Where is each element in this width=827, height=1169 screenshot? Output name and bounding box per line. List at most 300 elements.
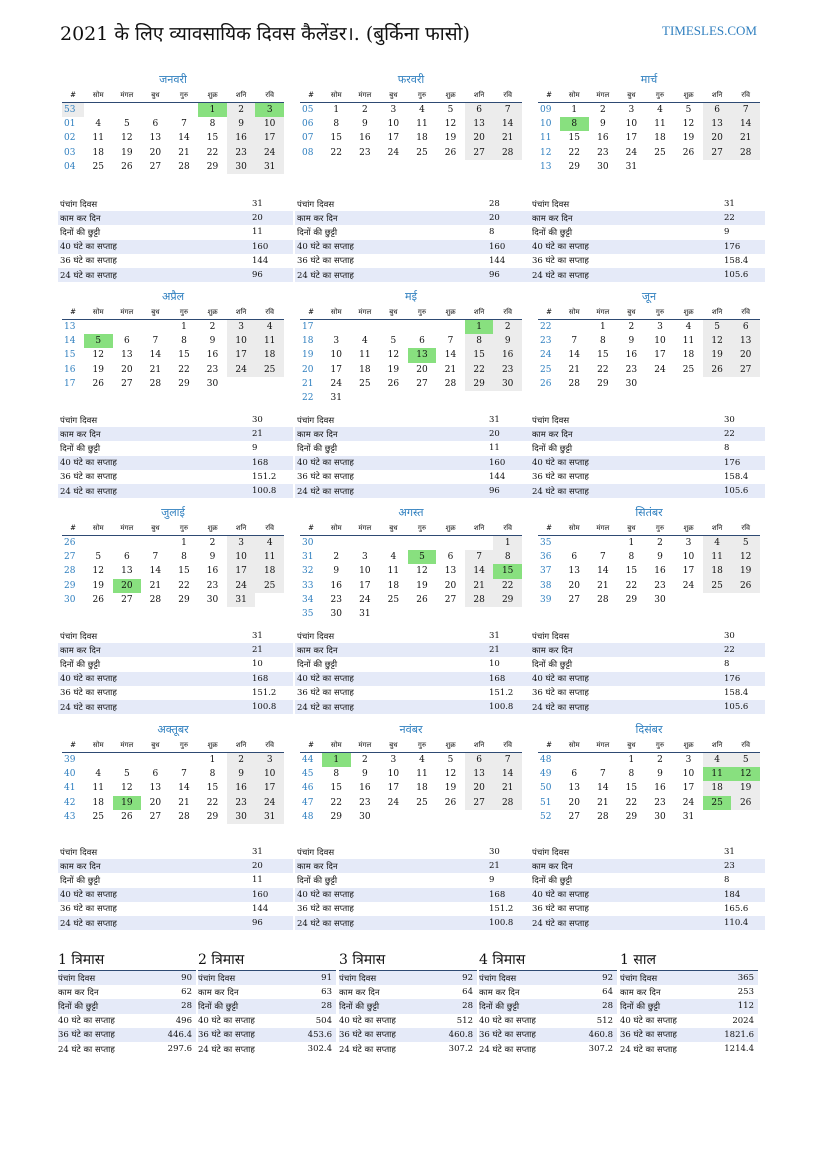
day-cell[interactable]: 16	[206, 566, 219, 577]
day-cell[interactable]: 17	[682, 783, 695, 794]
day-cell[interactable]: 7	[571, 336, 578, 347]
day-cell[interactable]: 6	[465, 753, 494, 768]
day-cell[interactable]: 6	[123, 336, 130, 347]
day-cell[interactable]: 7	[181, 769, 187, 780]
day-cell[interactable]: 31	[330, 393, 342, 404]
day-cell[interactable]: 25	[387, 594, 400, 605]
holiday-cell[interactable]: 13	[408, 348, 437, 362]
holiday-cell[interactable]: 12	[731, 767, 760, 781]
day-cell[interactable]: 6	[571, 552, 578, 563]
day-cell[interactable]: 17	[387, 133, 400, 144]
day-cell[interactable]: 8	[628, 769, 635, 780]
day-cell[interactable]: 16	[654, 783, 666, 794]
day-cell[interactable]: 15	[568, 133, 580, 144]
day-cell[interactable]: 14	[493, 117, 522, 131]
day-cell[interactable]: 6	[447, 552, 454, 563]
day-cell[interactable]: 9	[657, 769, 663, 780]
day-cell[interactable]: 4	[703, 536, 732, 551]
holiday-cell[interactable]: 19	[113, 796, 142, 810]
day-cell[interactable]: 24	[654, 364, 666, 375]
day-cell[interactable]: 25	[359, 378, 371, 389]
day-cell[interactable]: 19	[92, 580, 104, 591]
day-cell[interactable]: 9	[657, 552, 663, 563]
day-cell[interactable]: 21	[493, 781, 522, 795]
day-cell[interactable]: 13	[444, 566, 457, 577]
day-cell[interactable]: 5	[731, 753, 760, 768]
day-cell[interactable]: 8	[181, 552, 187, 563]
day-cell[interactable]: 19	[387, 364, 400, 375]
day-cell[interactable]: 4	[703, 753, 732, 768]
day-cell[interactable]: 28	[493, 796, 522, 810]
holiday-cell[interactable]: 5	[84, 334, 113, 348]
day-cell[interactable]: 12	[416, 566, 428, 577]
day-cell[interactable]: 8	[493, 550, 522, 564]
day-cell[interactable]: 16	[227, 781, 256, 795]
day-cell[interactable]: 10	[255, 117, 284, 131]
day-cell[interactable]: 7	[152, 552, 159, 563]
day-cell[interactable]: 1	[628, 755, 635, 766]
day-cell[interactable]: 26	[121, 811, 133, 822]
day-cell[interactable]: 23	[206, 580, 219, 591]
day-cell[interactable]: 27	[465, 146, 494, 160]
day-cell[interactable]: 5	[731, 536, 760, 551]
day-cell[interactable]: 2	[657, 755, 663, 766]
day-cell[interactable]: 10	[682, 769, 695, 780]
day-cell[interactable]: 22	[206, 797, 219, 808]
day-cell[interactable]: 15	[465, 348, 494, 362]
day-cell[interactable]: 9	[227, 117, 256, 131]
day-cell[interactable]: 29	[625, 594, 638, 605]
day-cell[interactable]: 15	[625, 566, 638, 577]
day-cell[interactable]: 15	[625, 783, 638, 794]
day-cell[interactable]: 26	[444, 147, 457, 158]
day-cell[interactable]: 27	[121, 594, 133, 605]
holiday-cell[interactable]: 20	[113, 579, 142, 593]
day-cell[interactable]: 8	[333, 119, 340, 130]
day-cell[interactable]: 13	[465, 767, 494, 781]
day-cell[interactable]: 21	[149, 364, 162, 375]
day-cell[interactable]: 12	[121, 783, 133, 794]
day-cell[interactable]: 4	[255, 536, 284, 551]
day-cell[interactable]: 29	[206, 161, 219, 172]
day-cell[interactable]: 2	[227, 753, 256, 768]
day-cell[interactable]: 17	[625, 133, 638, 144]
day-cell[interactable]: 31	[255, 160, 284, 174]
day-cell[interactable]: 18	[416, 133, 428, 144]
day-cell[interactable]: 12	[92, 566, 104, 577]
day-cell[interactable]: 19	[731, 564, 760, 578]
day-cell[interactable]: 18	[92, 147, 104, 158]
day-cell[interactable]: 14	[597, 783, 609, 794]
day-cell[interactable]: 12	[92, 350, 104, 361]
day-cell[interactable]: 3	[227, 320, 256, 335]
day-cell[interactable]: 7	[599, 769, 606, 780]
day-cell[interactable]: 5	[447, 755, 454, 766]
day-cell[interactable]: 7	[599, 552, 606, 563]
day-cell[interactable]: 29	[330, 811, 342, 822]
day-cell[interactable]: 15	[330, 783, 342, 794]
day-cell[interactable]: 6	[123, 552, 130, 563]
holiday-cell[interactable]: 1	[322, 753, 351, 768]
day-cell[interactable]: 27	[703, 146, 732, 160]
day-cell[interactable]: 26	[703, 363, 732, 377]
day-cell[interactable]: 30	[654, 594, 666, 605]
day-cell[interactable]: 2	[361, 105, 368, 116]
day-cell[interactable]: 9	[227, 767, 256, 781]
day-cell[interactable]: 23	[227, 796, 256, 810]
day-cell[interactable]: 29	[568, 161, 580, 172]
day-cell[interactable]: 11	[92, 133, 104, 144]
day-cell[interactable]: 13	[465, 117, 494, 131]
day-cell[interactable]: 13	[149, 783, 162, 794]
day-cell[interactable]: 3	[685, 538, 692, 549]
day-cell[interactable]: 28	[597, 594, 609, 605]
day-cell[interactable]: 18	[703, 781, 732, 795]
day-cell[interactable]: 21	[444, 364, 457, 375]
day-cell[interactable]: 1	[181, 538, 187, 549]
day-cell[interactable]: 8	[628, 552, 635, 563]
day-cell[interactable]: 16	[597, 133, 609, 144]
day-cell[interactable]: 24	[255, 796, 284, 810]
day-cell[interactable]: 13	[149, 133, 162, 144]
day-cell[interactable]: 3	[628, 105, 635, 116]
day-cell[interactable]: 21	[465, 579, 494, 593]
day-cell[interactable]: 6	[152, 119, 159, 130]
holiday-cell[interactable]: 1	[198, 103, 227, 118]
day-cell[interactable]: 5	[685, 105, 692, 116]
day-cell[interactable]: 24	[330, 378, 342, 389]
day-cell[interactable]: 9	[493, 334, 522, 348]
day-cell[interactable]: 21	[597, 797, 609, 808]
day-cell[interactable]: 2	[227, 103, 256, 118]
day-cell[interactable]: 2	[493, 320, 522, 335]
day-cell[interactable]: 24	[682, 580, 695, 591]
day-cell[interactable]: 24	[387, 147, 400, 158]
day-cell[interactable]: 18	[703, 564, 732, 578]
day-cell[interactable]: 23	[330, 594, 342, 605]
day-cell[interactable]: 9	[209, 552, 216, 563]
day-cell[interactable]: 7	[152, 336, 159, 347]
day-cell[interactable]: 24	[387, 797, 400, 808]
day-cell[interactable]: 22	[493, 579, 522, 593]
day-cell[interactable]: 6	[703, 103, 732, 118]
day-cell[interactable]: 4	[361, 336, 368, 347]
day-cell[interactable]: 16	[359, 133, 371, 144]
day-cell[interactable]: 18	[682, 350, 695, 361]
day-cell[interactable]: 10	[654, 336, 666, 347]
day-cell[interactable]: 9	[599, 119, 606, 130]
day-cell[interactable]: 13	[568, 566, 580, 577]
day-cell[interactable]: 1	[209, 755, 216, 766]
day-cell[interactable]: 28	[465, 593, 494, 607]
day-cell[interactable]: 23	[359, 147, 371, 158]
day-cell[interactable]: 4	[390, 552, 397, 563]
day-cell[interactable]: 9	[628, 336, 635, 347]
day-cell[interactable]: 30	[625, 378, 638, 389]
day-cell[interactable]: 16	[227, 131, 256, 145]
day-cell[interactable]: 2	[333, 552, 340, 563]
day-cell[interactable]: 25	[92, 811, 104, 822]
day-cell[interactable]: 12	[682, 119, 695, 130]
day-cell[interactable]: 10	[227, 334, 256, 348]
day-cell[interactable]: 27	[444, 594, 457, 605]
day-cell[interactable]: 9	[333, 566, 340, 577]
day-cell[interactable]: 18	[92, 797, 104, 808]
day-cell[interactable]: 17	[387, 783, 400, 794]
day-cell[interactable]: 21	[597, 580, 609, 591]
day-cell[interactable]: 18	[255, 348, 284, 362]
day-cell[interactable]: 21	[178, 797, 190, 808]
holiday-cell[interactable]: 5	[408, 550, 437, 564]
day-cell[interactable]: 26	[731, 796, 760, 810]
day-cell[interactable]: 31	[625, 161, 638, 172]
day-cell[interactable]: 26	[92, 594, 104, 605]
day-cell[interactable]: 8	[333, 769, 340, 780]
day-cell[interactable]: 28	[178, 811, 190, 822]
day-cell[interactable]: 20	[465, 781, 494, 795]
day-cell[interactable]: 30	[359, 811, 371, 822]
day-cell[interactable]: 4	[419, 755, 425, 766]
day-cell[interactable]: 13	[121, 566, 133, 577]
day-cell[interactable]: 16	[654, 566, 666, 577]
holiday-cell[interactable]: 8	[560, 117, 589, 131]
day-cell[interactable]: 29	[625, 811, 638, 822]
day-cell[interactable]: 22	[206, 147, 219, 158]
day-cell[interactable]: 17	[227, 348, 256, 362]
day-cell[interactable]: 25	[703, 579, 732, 593]
day-cell[interactable]: 20	[149, 797, 162, 808]
day-cell[interactable]: 12	[444, 119, 457, 130]
day-cell[interactable]: 15	[178, 350, 190, 361]
day-cell[interactable]: 3	[685, 755, 692, 766]
day-cell[interactable]: 16	[625, 350, 638, 361]
day-cell[interactable]: 24	[359, 594, 371, 605]
day-cell[interactable]: 4	[255, 320, 284, 335]
day-cell[interactable]: 19	[444, 133, 457, 144]
day-cell[interactable]: 7	[447, 336, 454, 347]
site-link[interactable]: TIMESLES.COM	[662, 23, 757, 38]
day-cell[interactable]: 29	[178, 378, 190, 389]
day-cell[interactable]: 9	[361, 769, 368, 780]
day-cell[interactable]: 1	[571, 105, 578, 116]
day-cell[interactable]: 1	[599, 322, 606, 333]
day-cell[interactable]: 12	[387, 350, 400, 361]
day-cell[interactable]: 30	[597, 161, 609, 172]
day-cell[interactable]: 26	[416, 594, 428, 605]
day-cell[interactable]: 3	[227, 536, 256, 551]
day-cell[interactable]: 2	[209, 322, 216, 333]
day-cell[interactable]: 14	[731, 117, 760, 131]
day-cell[interactable]: 3	[255, 753, 284, 768]
day-cell[interactable]: 3	[333, 336, 340, 347]
day-cell[interactable]: 1	[181, 322, 187, 333]
day-cell[interactable]: 8	[209, 119, 216, 130]
day-cell[interactable]: 21	[493, 131, 522, 145]
day-cell[interactable]: 7	[493, 753, 522, 768]
holiday-cell[interactable]: 25	[703, 796, 732, 810]
day-cell[interactable]: 24	[227, 579, 256, 593]
day-cell[interactable]: 15	[206, 783, 219, 794]
day-cell[interactable]: 9	[361, 119, 368, 130]
day-cell[interactable]: 17	[227, 564, 256, 578]
day-cell[interactable]: 22	[465, 363, 494, 377]
day-cell[interactable]: 31	[227, 593, 256, 607]
day-cell[interactable]: 29	[206, 811, 219, 822]
day-cell[interactable]: 19	[92, 364, 104, 375]
day-cell[interactable]: 16	[330, 580, 342, 591]
day-cell[interactable]: 11	[654, 119, 666, 130]
day-cell[interactable]: 22	[330, 797, 342, 808]
day-cell[interactable]: 15	[206, 133, 219, 144]
day-cell[interactable]: 25	[654, 147, 666, 158]
day-cell[interactable]: 6	[571, 769, 578, 780]
day-cell[interactable]: 18	[255, 564, 284, 578]
day-cell[interactable]: 23	[493, 363, 522, 377]
day-cell[interactable]: 6	[731, 320, 760, 335]
day-cell[interactable]: 23	[227, 146, 256, 160]
day-cell[interactable]: 14	[597, 566, 609, 577]
day-cell[interactable]: 25	[255, 363, 284, 377]
day-cell[interactable]: 7	[493, 103, 522, 118]
day-cell[interactable]: 2	[599, 105, 606, 116]
day-cell[interactable]: 14	[149, 566, 162, 577]
day-cell[interactable]: 10	[227, 550, 256, 564]
day-cell[interactable]: 5	[703, 320, 732, 335]
day-cell[interactable]: 5	[123, 769, 130, 780]
day-cell[interactable]: 11	[255, 550, 284, 564]
day-cell[interactable]: 30	[206, 594, 219, 605]
day-cell[interactable]: 1	[628, 538, 635, 549]
day-cell[interactable]: 1	[333, 105, 340, 116]
day-cell[interactable]: 22	[178, 580, 190, 591]
day-cell[interactable]: 5	[447, 105, 454, 116]
day-cell[interactable]: 4	[419, 105, 425, 116]
day-cell[interactable]: 27	[416, 378, 428, 389]
day-cell[interactable]: 12	[731, 550, 760, 564]
day-cell[interactable]: 12	[444, 769, 457, 780]
day-cell[interactable]: 29	[493, 593, 522, 607]
day-cell[interactable]: 20	[568, 580, 580, 591]
day-cell[interactable]: 13	[568, 783, 580, 794]
day-cell[interactable]: 19	[444, 783, 457, 794]
day-cell[interactable]: 1	[493, 536, 522, 551]
day-cell[interactable]: 10	[330, 350, 342, 361]
day-cell[interactable]: 23	[206, 364, 219, 375]
day-cell[interactable]: 23	[654, 580, 666, 591]
day-cell[interactable]: 28	[444, 378, 457, 389]
day-cell[interactable]: 22	[625, 580, 638, 591]
day-cell[interactable]: 30	[493, 377, 522, 391]
day-cell[interactable]: 29	[597, 378, 609, 389]
day-cell[interactable]: 14	[178, 783, 190, 794]
day-cell[interactable]: 11	[387, 566, 400, 577]
day-cell[interactable]: 22	[330, 147, 342, 158]
day-cell[interactable]: 10	[359, 566, 371, 577]
day-cell[interactable]: 21	[178, 147, 190, 158]
day-cell[interactable]: 2	[628, 322, 635, 333]
day-cell[interactable]: 22	[178, 364, 190, 375]
day-cell[interactable]: 14	[149, 350, 162, 361]
day-cell[interactable]: 6	[465, 103, 494, 118]
day-cell[interactable]: 14	[493, 767, 522, 781]
day-cell[interactable]: 20	[465, 131, 494, 145]
day-cell[interactable]: 8	[599, 336, 606, 347]
day-cell[interactable]: 30	[227, 160, 256, 174]
day-cell[interactable]: 3	[390, 755, 397, 766]
day-cell[interactable]: 24	[227, 363, 256, 377]
day-cell[interactable]: 31	[682, 811, 695, 822]
day-cell[interactable]: 15	[178, 566, 190, 577]
day-cell[interactable]: 19	[731, 781, 760, 795]
day-cell[interactable]: 26	[387, 378, 400, 389]
day-cell[interactable]: 6	[419, 336, 425, 347]
day-cell[interactable]: 4	[95, 769, 102, 780]
day-cell[interactable]: 6	[152, 769, 159, 780]
day-cell[interactable]: 26	[92, 378, 104, 389]
day-cell[interactable]: 28	[568, 378, 580, 389]
day-cell[interactable]: 8	[465, 334, 494, 348]
day-cell[interactable]: 11	[703, 550, 732, 564]
day-cell[interactable]: 27	[121, 378, 133, 389]
day-cell[interactable]: 28	[149, 378, 162, 389]
day-cell[interactable]: 18	[387, 580, 400, 591]
day-cell[interactable]: 25	[92, 161, 104, 172]
day-cell[interactable]: 7	[731, 103, 760, 118]
day-cell[interactable]: 17	[359, 580, 371, 591]
day-cell[interactable]: 17	[682, 566, 695, 577]
day-cell[interactable]: 28	[178, 161, 190, 172]
day-cell[interactable]: 18	[359, 364, 371, 375]
day-cell[interactable]: 22	[625, 797, 638, 808]
day-cell[interactable]: 10	[625, 119, 638, 130]
day-cell[interactable]: 29	[178, 594, 190, 605]
day-cell[interactable]: 4	[95, 119, 102, 130]
day-cell[interactable]: 2	[361, 755, 368, 766]
day-cell[interactable]: 28	[597, 811, 609, 822]
day-cell[interactable]: 29	[465, 377, 494, 391]
day-cell[interactable]: 20	[121, 364, 133, 375]
day-cell[interactable]: 21	[149, 580, 162, 591]
day-cell[interactable]: 3	[361, 552, 368, 563]
day-cell[interactable]: 20	[703, 131, 732, 145]
day-cell[interactable]: 26	[682, 147, 695, 158]
day-cell[interactable]: 14	[568, 350, 580, 361]
day-cell[interactable]: 21	[731, 131, 760, 145]
day-cell[interactable]: 22	[597, 364, 609, 375]
day-cell[interactable]: 31	[255, 810, 284, 824]
day-cell[interactable]: 22	[568, 147, 580, 158]
day-cell[interactable]: 11	[416, 119, 428, 130]
day-cell[interactable]: 26	[444, 797, 457, 808]
day-cell[interactable]: 30	[206, 378, 219, 389]
day-cell[interactable]: 11	[359, 350, 371, 361]
holiday-cell[interactable]: 11	[703, 767, 732, 781]
holiday-cell[interactable]: 15	[493, 564, 522, 578]
day-cell[interactable]: 21	[568, 364, 580, 375]
day-cell[interactable]: 23	[359, 797, 371, 808]
day-cell[interactable]: 12	[703, 334, 732, 348]
day-cell[interactable]: 14	[465, 564, 494, 578]
day-cell[interactable]: 4	[657, 105, 663, 116]
day-cell[interactable]: 11	[92, 783, 104, 794]
day-cell[interactable]: 28	[149, 594, 162, 605]
day-cell[interactable]: 10	[682, 552, 695, 563]
day-cell[interactable]: 8	[209, 769, 216, 780]
day-cell[interactable]: 10	[387, 119, 400, 130]
day-cell[interactable]: 24	[625, 147, 638, 158]
day-cell[interactable]: 20	[416, 364, 428, 375]
day-cell[interactable]: 2	[209, 538, 216, 549]
